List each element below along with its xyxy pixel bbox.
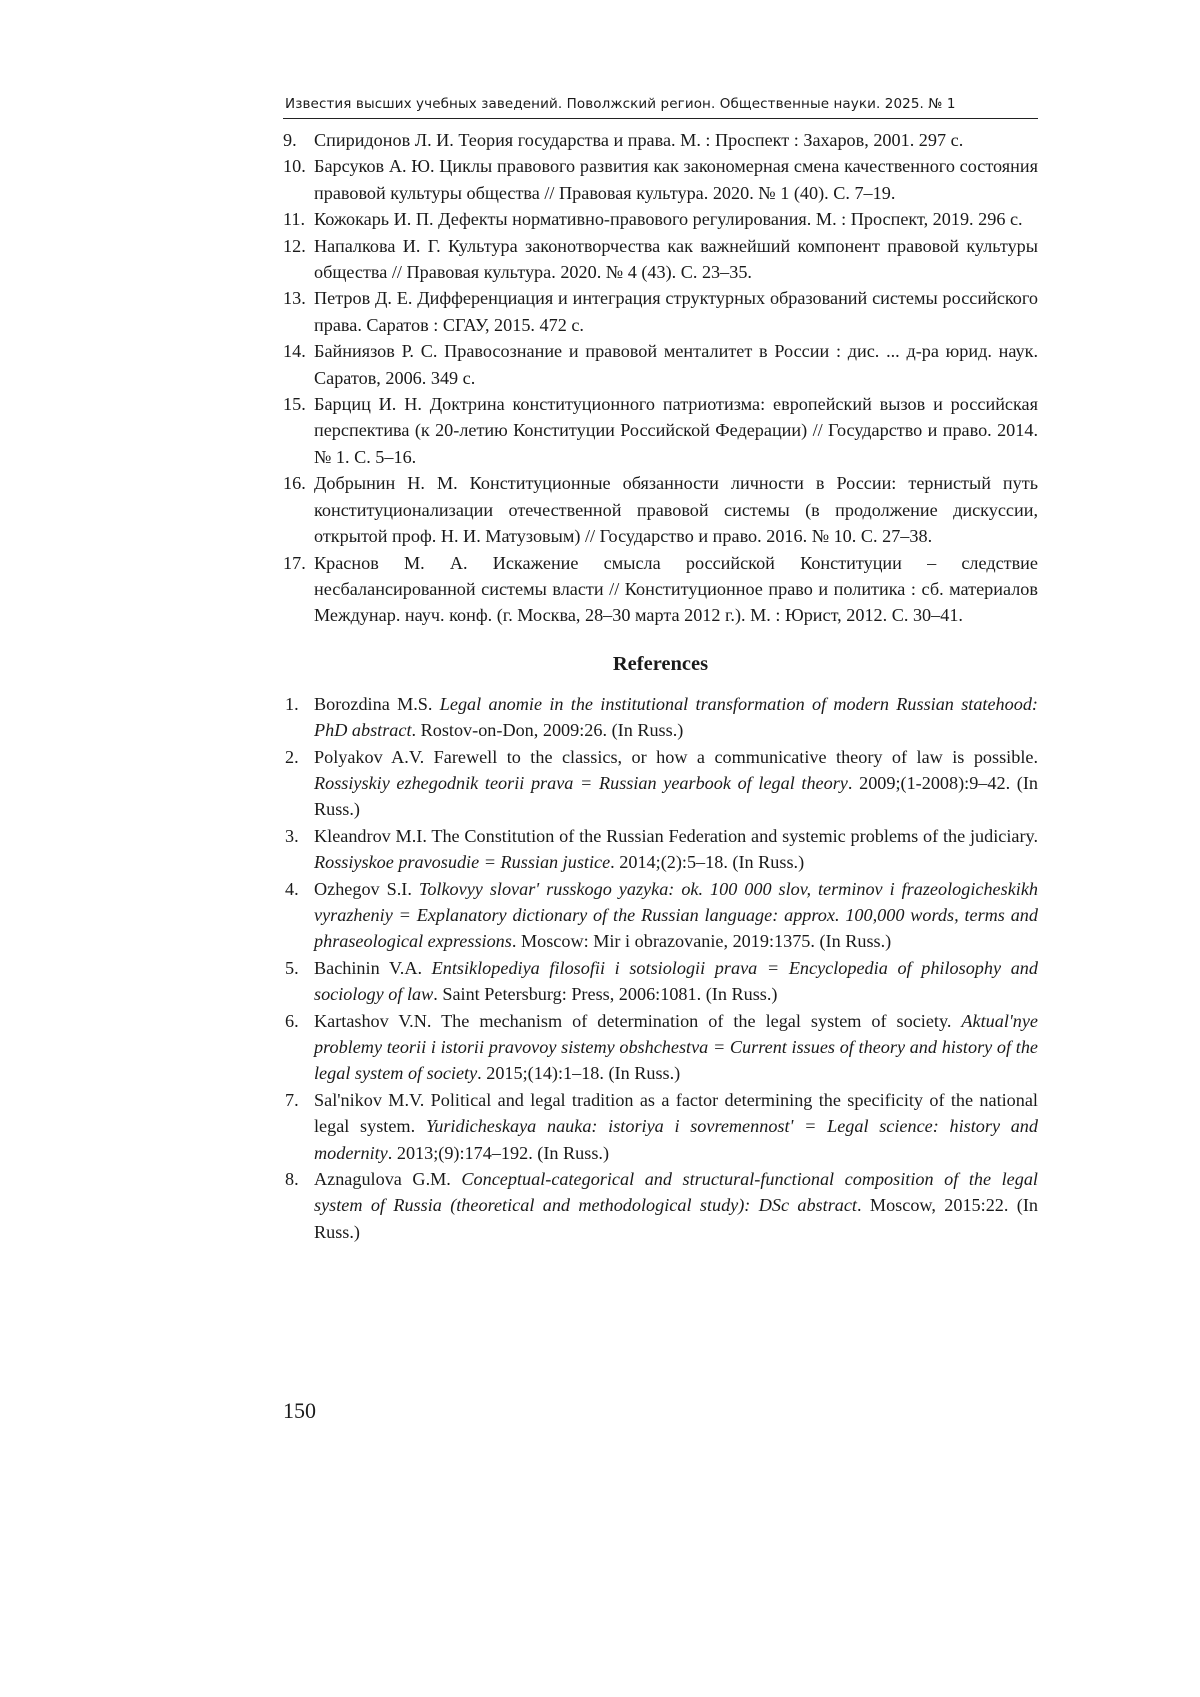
reference-source-title: Entsiklopediya filosofii i sotsiologii prava = Encyclopedia of philosophy and sociology of law	[314, 957, 1038, 1005]
reference-number: 10.	[283, 156, 306, 177]
page-content	[283, 96, 1038, 1245]
reference-segment: Ozhegov S.I.	[314, 878, 419, 899]
reference-item	[283, 876, 1038, 955]
russian-reference-list	[283, 127, 1038, 629]
reference-segment: Kleandrov M.I. The Constitution of the Russian Federation and systemic problems of the judiciary.	[314, 825, 1038, 846]
reference-text	[314, 691, 1038, 744]
reference-text: Спиридонов Л. И. Теория государства и права. М. : Проспект : Захаров, 2001. 297 с.	[314, 130, 964, 150]
reference-item	[283, 127, 1038, 153]
reference-text: Добрынин Н. М. Конституционные обязанности личности в России: тернистый путь конституционализации отечественной правовой системы (в продолжение дискуссии, открытой проф. Н. И. Матузовым) // Государство и право. 2016. № 10. С. 27–38.	[314, 473, 1038, 547]
reference-segment: . 2013;(9):174–192. (In Russ.)	[387, 1142, 610, 1163]
reference-item	[283, 550, 1038, 629]
english-reference-list	[283, 691, 1038, 1246]
reference-number: 15.	[283, 394, 306, 415]
reference-text: Напалкова И. Г. Культура законотворчества как важнейший компонент правовой культуры общества // Правовая культура. 2020. № 4 (43). С. 23–35.	[314, 235, 1038, 283]
reference-segment: . 2015;(14):1–18. (In Russ.)	[477, 1063, 681, 1084]
reference-segment: . Moscow, 2015:22. (In Russ.)	[314, 1195, 1038, 1242]
reference-text	[314, 1166, 1038, 1245]
reference-text: Барсуков А. Ю. Циклы правового развития как закономерная смена качественного состояния правовой культуры общества // Правовая культура. 2020. № 1 (40). С. 7–19.	[314, 156, 1038, 203]
references-heading: References	[612, 652, 709, 675]
reference-number: 1.	[285, 693, 299, 714]
reference-segment: . 2009;(1-2008):9–42. (In Russ.)	[314, 772, 1039, 820]
reference-segment: Bachinin V.A.	[314, 957, 432, 978]
reference-item	[283, 153, 1038, 206]
reference-text: Барциц И. Н. Доктрина конституционного патриотизма: европейский вызов и российская перспектива (к 20-летию Конституции Российской Федерации) // Государство и право. 2014. № 1. С. 5–16.	[314, 394, 1038, 467]
reference-text: Краснов М. А. Искажение смысла российской Конституции – следствие несбалансированной системы власти // Конституционное право и политика : сб. материалов Междунар. науч. конф. (г. Москва, 28–30 марта 2012 г.). М. : Юрист, 2012. С. 30–41.	[314, 552, 1038, 626]
reference-text	[314, 955, 1038, 1008]
reference-item	[283, 206, 1038, 232]
reference-text	[314, 1087, 1038, 1166]
reference-text: Кожокарь И. П. Дефекты нормативно-правового регулирования. М. : Проспект, 2019. 296 с.	[314, 209, 1023, 230]
reference-item	[283, 1087, 1038, 1166]
reference-item	[283, 823, 1038, 876]
reference-number: 12.	[283, 235, 306, 256]
reference-segment: Borozdina M.S.	[314, 693, 440, 714]
reference-text	[314, 1008, 1038, 1087]
reference-number: 3.	[285, 825, 299, 846]
reference-item	[283, 233, 1038, 286]
reference-segment: Polyakov A.V. Farewell to the classics, or how a communicative theory of law is possible.	[314, 746, 1038, 767]
reference-segment: . Moscow: Mir i obrazovanie, 2019:1375. (In Russ.)	[511, 931, 892, 952]
reference-source-title: Aktual'nye problemy teorii i istorii pravovoy sistemy obshchestva = Current issues of theory and history of the legal system of society	[314, 1010, 1038, 1084]
reference-item	[283, 470, 1038, 549]
reference-source-title: Rossiyskoe pravosudie = Russian justice	[314, 852, 611, 873]
reference-number: 11.	[283, 209, 306, 230]
reference-item	[283, 1166, 1038, 1245]
reference-item	[283, 744, 1038, 823]
reference-number: 4.	[285, 878, 299, 899]
reference-number: 6.	[285, 1010, 299, 1031]
reference-segment: . 2014;(2):5–18. (In Russ.)	[610, 852, 805, 873]
reference-number: 7.	[285, 1089, 299, 1110]
reference-number: 9.	[283, 130, 297, 150]
reference-segment: Sal'nikov M.V. Political and legal tradition as a factor determining the specificity of the national legal system.	[314, 1089, 1038, 1137]
running-header: Известия высших учебных заведений. Поволжский регион. Общественные науки. 2025. № 1	[283, 96, 1038, 119]
reference-source-title: Conceptual-categorical and structural-functional composition of the legal system of Russia (theoretical and methodological study): DSc abstract	[314, 1169, 1038, 1216]
reference-item	[283, 1008, 1038, 1087]
reference-number: 8.	[285, 1169, 299, 1190]
reference-segment: Aznagulova G.M.	[314, 1169, 462, 1190]
reference-number: 16.	[283, 473, 306, 494]
reference-number: 5.	[285, 957, 299, 978]
reference-item	[283, 338, 1038, 391]
reference-source-title: Rossiyskiy ezhegodnik teorii prava = Russian yearbook of legal theory	[314, 772, 848, 793]
reference-number: 14.	[283, 341, 306, 362]
reference-text	[314, 744, 1038, 823]
reference-segment: Kartashov V.N. The mechanism of determination of the legal system of society.	[314, 1010, 962, 1031]
reference-number: 2.	[285, 746, 299, 767]
reference-segment: . Rostov-on-Don, 2009:26. (In Russ.)	[411, 720, 684, 741]
page-number: 150	[283, 1398, 316, 1423]
reference-text	[314, 823, 1038, 876]
reference-source-title: Tolkovyy slovar' russkogo yazyka: ok. 100 000 slov, terminov i frazeologicheskikh vyrazheniy = Explanatory dictionary of the Russian language: approx. 100,000 words, terms and phraseological expressions	[314, 878, 1038, 952]
reference-segment: . Saint Petersburg: Press, 2006:1081. (In Russ.)	[433, 984, 778, 1005]
reference-item	[283, 955, 1038, 1008]
reference-item	[283, 691, 1038, 744]
reference-item	[283, 391, 1038, 470]
reference-source-title: Legal anomie in the institutional transformation of modern Russian statehood: PhD abstract	[314, 693, 1038, 741]
reference-text	[314, 876, 1038, 955]
reference-text: Байниязов Р. С. Правосознание и правовой менталитет в России : дис. ... д-ра юрид. наук. Саратов, 2006. 349 с.	[314, 341, 1038, 388]
reference-number: 17.	[283, 552, 306, 573]
reference-number: 13.	[283, 288, 306, 309]
reference-item	[283, 285, 1038, 338]
reference-text: Петров Д. Е. Дифференциация и интеграция структурных образований системы российского права. Саратов : СГАУ, 2015. 472 с.	[314, 288, 1038, 335]
reference-source-title: Yuridicheskaya nauka: istoriya i sovremennost' = Legal science: history and modernity	[314, 1116, 1038, 1163]
